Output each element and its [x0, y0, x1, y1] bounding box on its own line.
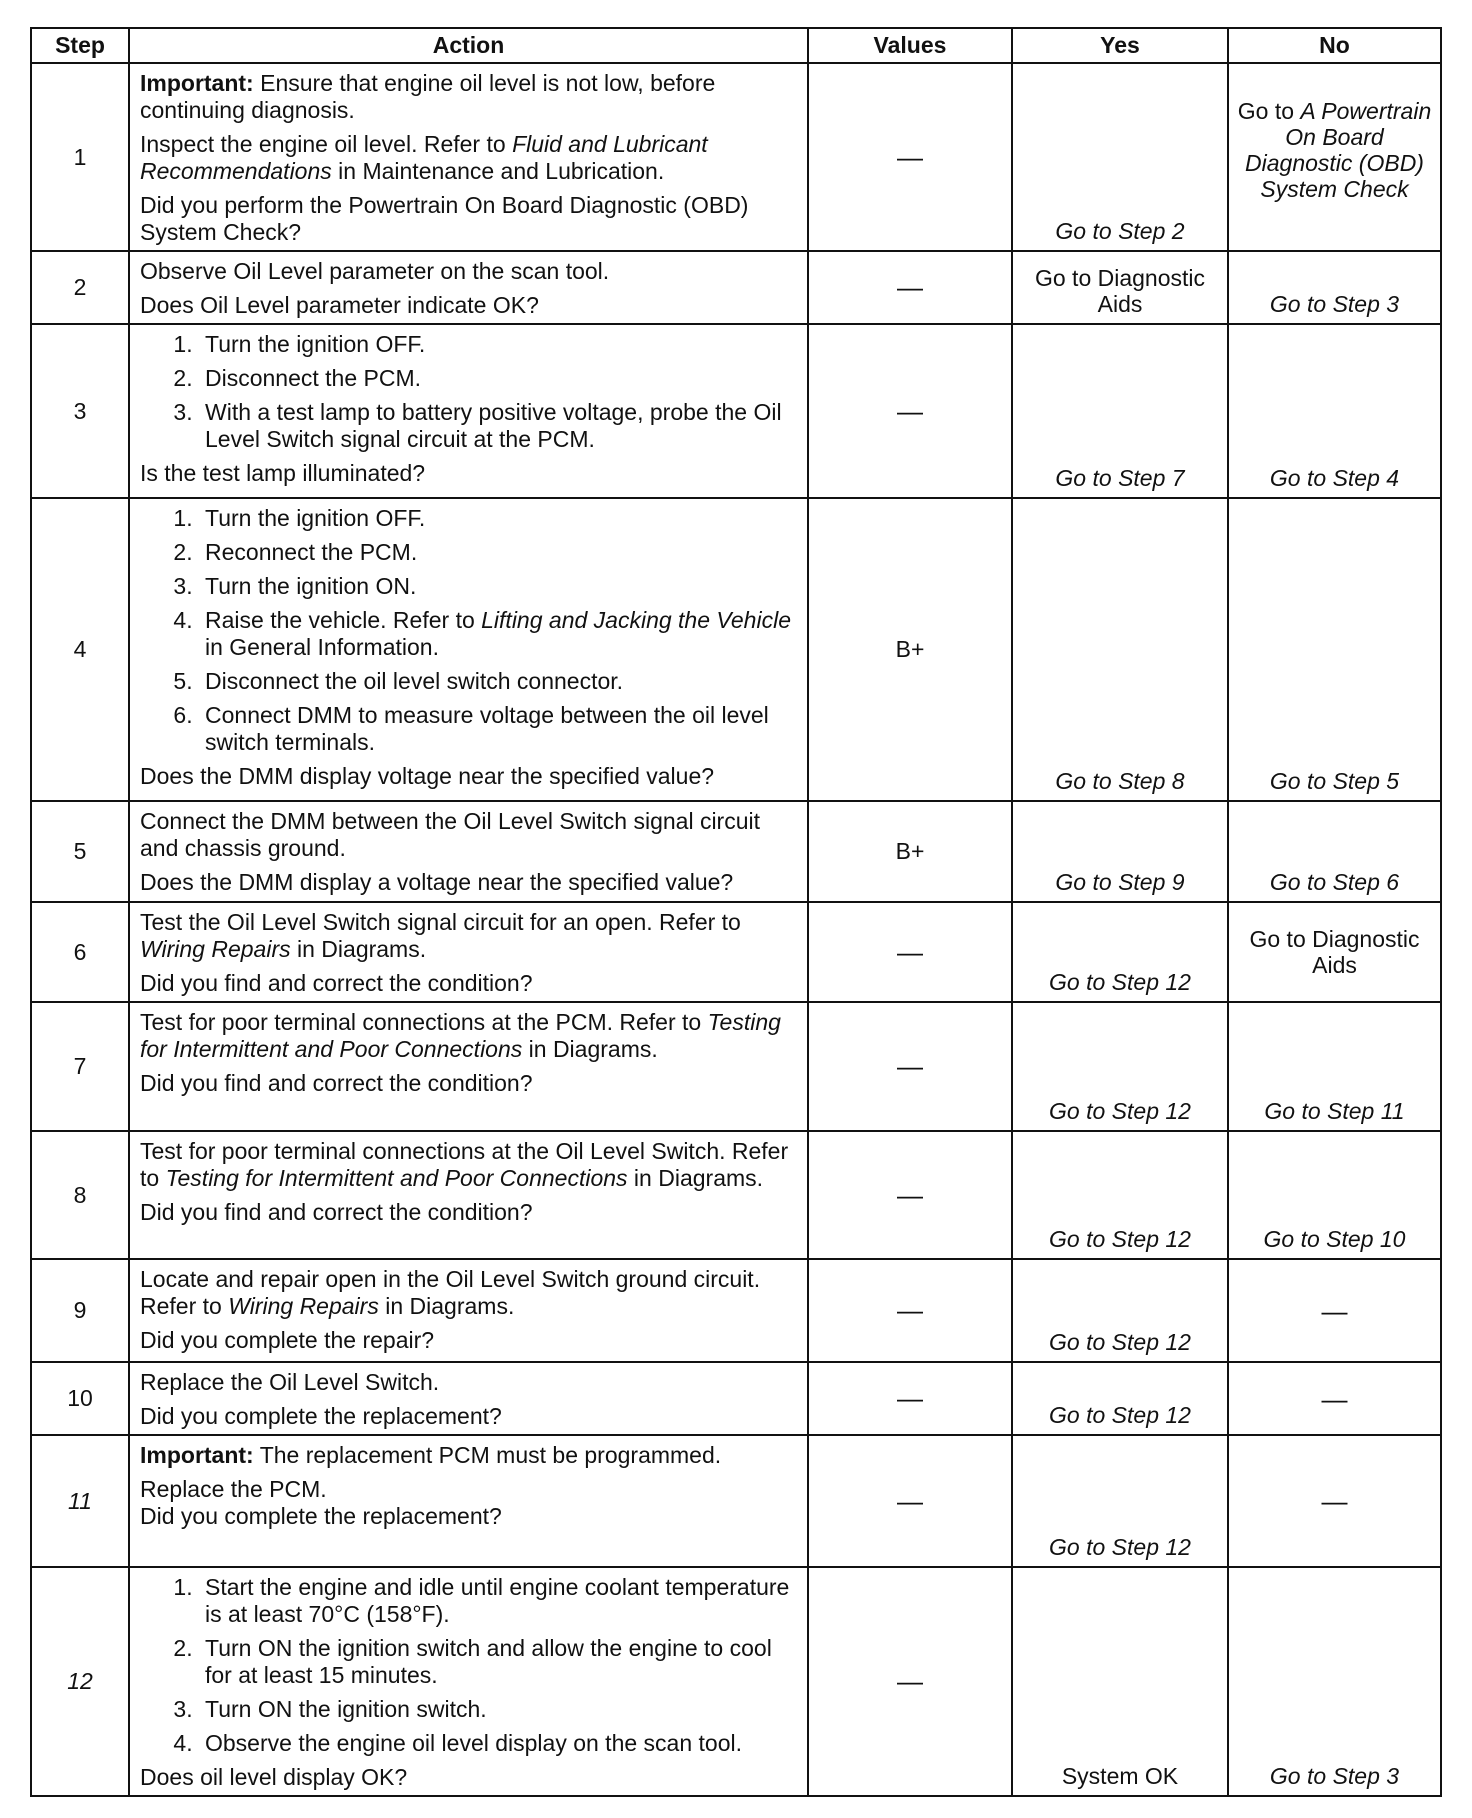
step-number: 10	[31, 1362, 129, 1435]
yes-link[interactable]: Go to Step 7	[1012, 324, 1228, 498]
action-question: Does the DMM display voltage near the specified value?	[140, 763, 715, 789]
step-number: 1	[31, 63, 129, 251]
no-link[interactable]: Go to A Powertrain On Board Diagnostic (OBD) System Check	[1228, 63, 1441, 251]
table-row	[31, 1362, 1441, 1435]
action-question: Did you find and correct the condition?	[140, 970, 533, 996]
action-text: Test for poor terminal connections at the Oil Level Switch. Refer to Testing for Intermittent and Poor Connections in Diagrams.	[140, 1138, 789, 1191]
yes-link[interactable]: Go to Diagnostic Aids	[1012, 251, 1228, 324]
header-no: No	[1228, 28, 1441, 63]
action-cell	[129, 498, 808, 801]
action-cell	[129, 63, 808, 251]
action-text: Inspect the engine oil level. Refer to Fluid and Lubricant Recommendations in Maintenance and Lubrication.	[140, 131, 708, 184]
yes-link[interactable]: Go to Step 8	[1012, 498, 1228, 801]
yes-link[interactable]: Go to Step 12	[1012, 902, 1228, 1002]
no-link[interactable]: Go to Step 3	[1228, 1567, 1441, 1796]
no-cell: —	[1228, 1259, 1441, 1362]
list-item: 4. Observe the engine oil level display on the scan tool.	[199, 1730, 797, 1757]
step-number: 11	[31, 1435, 129, 1567]
step-number: 5	[31, 801, 129, 902]
value-cell: —	[808, 1131, 1012, 1259]
step-number: 7	[31, 1002, 129, 1131]
table-row	[31, 902, 1441, 1002]
action-cell	[129, 1435, 808, 1567]
action-cell	[129, 1259, 808, 1362]
action-text: Observe Oil Level parameter on the scan tool.	[140, 258, 610, 284]
action-cell	[129, 324, 808, 498]
step-number: 4	[31, 498, 129, 801]
action-question: Did you find and correct the condition?	[140, 1070, 533, 1096]
no-link[interactable]: Go to Step 5	[1228, 498, 1441, 801]
action-cell	[129, 1362, 808, 1435]
no-cell: —	[1228, 1435, 1441, 1567]
value-cell: —	[808, 902, 1012, 1002]
action-text: Locate and repair open in the Oil Level Switch ground circuit. Refer to Wiring Repairs in Diagrams.	[140, 1266, 761, 1319]
no-link[interactable]: Go to Step 10	[1228, 1131, 1441, 1259]
step-number: 3	[31, 324, 129, 498]
yes-link[interactable]: Go to Step 12	[1012, 1002, 1228, 1131]
no-link[interactable]: Go to Step 11	[1228, 1002, 1441, 1131]
action-steps	[140, 1574, 797, 1757]
action-question: Did you perform the Powertrain On Board Diagnostic (OBD) System Check?	[140, 192, 749, 245]
step-number: 6	[31, 902, 129, 1002]
header-values: Values	[808, 28, 1012, 63]
action-text: Test the Oil Level Switch signal circuit for an open. Refer to Wiring Repairs in Diagrams.	[140, 909, 741, 962]
list-item: 2. Reconnect the PCM.	[199, 539, 797, 566]
value-cell: B+	[808, 498, 1012, 801]
action-text: Replace the Oil Level Switch.	[140, 1369, 440, 1395]
list-item: 5. Disconnect the oil level switch connector.	[199, 668, 797, 695]
action-steps	[140, 331, 797, 453]
action-question: Did you complete the replacement?	[140, 1503, 502, 1529]
list-item: 2. Disconnect the PCM.	[199, 365, 797, 392]
yes-link[interactable]: System OK	[1012, 1567, 1228, 1796]
action-cell	[129, 902, 808, 1002]
no-link[interactable]: Go to Step 4	[1228, 324, 1441, 498]
yes-link[interactable]: Go to Step 12	[1012, 1362, 1228, 1435]
value-cell: —	[808, 1259, 1012, 1362]
table-row	[31, 63, 1441, 251]
list-item: 4. Raise the vehicle. Refer to Lifting and Jacking the Vehicle in General Information.	[199, 607, 797, 661]
header-row	[31, 28, 1441, 63]
table-row	[31, 498, 1441, 801]
value-cell: —	[808, 1435, 1012, 1567]
yes-link[interactable]: Go to Step 9	[1012, 801, 1228, 902]
list-item: 6. Connect DMM to measure voltage between the oil level switch terminals.	[199, 702, 797, 756]
important-note: Important: Ensure that engine oil level is not low, before continuing diagnosis.	[140, 70, 716, 123]
action-question: Did you find and correct the condition?	[140, 1199, 533, 1225]
step-number: 8	[31, 1131, 129, 1259]
list-item: 2. Turn ON the ignition switch and allow the engine to cool for at least 15 minutes.	[199, 1635, 797, 1689]
table-row	[31, 1567, 1441, 1796]
no-link[interactable]: Go to Step 3	[1228, 251, 1441, 324]
action-question: Is the test lamp illuminated?	[140, 460, 426, 486]
action-text: Test for poor terminal connections at the PCM. Refer to Testing for Intermittent and Poor Connections in Diagrams.	[140, 1009, 781, 1062]
table-row	[31, 1002, 1441, 1131]
value-cell: —	[808, 1567, 1012, 1796]
list-item: 1. Turn the ignition OFF.	[199, 505, 797, 532]
action-cell	[129, 1002, 808, 1131]
action-question: Did you complete the repair?	[140, 1327, 435, 1353]
no-cell: —	[1228, 1362, 1441, 1435]
list-item: 1. Start the engine and idle until engine coolant temperature is at least 70°C (158°F).	[199, 1574, 797, 1628]
value-cell: —	[808, 324, 1012, 498]
table-row	[31, 324, 1441, 498]
diagnostic-table	[30, 27, 1442, 1797]
yes-link[interactable]: Go to Step 12	[1012, 1259, 1228, 1362]
action-question: Does Oil Level parameter indicate OK?	[140, 292, 539, 318]
list-item: 3. Turn ON the ignition switch.	[199, 1696, 797, 1723]
header-step: Step	[31, 28, 129, 63]
no-link[interactable]: Go to Diagnostic Aids	[1228, 902, 1441, 1002]
table-row	[31, 251, 1441, 324]
table-row	[31, 801, 1441, 902]
action-cell	[129, 1131, 808, 1259]
list-item: 3. With a test lamp to battery positive voltage, probe the Oil Level Switch signal circuit at the PCM.	[199, 399, 797, 453]
value-cell: —	[808, 63, 1012, 251]
list-item: 1. Turn the ignition OFF.	[199, 331, 797, 358]
important-note: Important: The replacement PCM must be programmed.	[140, 1442, 722, 1468]
action-cell	[129, 1567, 808, 1796]
value-cell: B+	[808, 801, 1012, 902]
value-cell: —	[808, 1002, 1012, 1131]
action-text: Connect the DMM between the Oil Level Switch signal circuit and chassis ground.	[140, 808, 761, 861]
action-cell	[129, 801, 808, 902]
table-row	[31, 1259, 1441, 1362]
action-question: Does oil level display OK?	[140, 1764, 408, 1790]
value-cell: —	[808, 1362, 1012, 1435]
header-action: Action	[129, 28, 808, 63]
no-link[interactable]: Go to Step 6	[1228, 801, 1441, 902]
table-row	[31, 1435, 1441, 1567]
action-question: Did you complete the replacement?	[140, 1403, 502, 1429]
yes-link[interactable]: Go to Step 2	[1012, 63, 1228, 251]
yes-link[interactable]: Go to Step 12	[1012, 1131, 1228, 1259]
table-row	[31, 1131, 1441, 1259]
header-yes: Yes	[1012, 28, 1228, 63]
value-cell: —	[808, 251, 1012, 324]
step-number: 12	[31, 1567, 129, 1796]
action-cell	[129, 251, 808, 324]
action-steps	[140, 505, 797, 756]
step-number: 2	[31, 251, 129, 324]
yes-link[interactable]: Go to Step 12	[1012, 1435, 1228, 1567]
action-text: Replace the PCM.	[140, 1476, 327, 1502]
list-item: 3. Turn the ignition ON.	[199, 573, 797, 600]
action-question: Does the DMM display a voltage near the specified value?	[140, 869, 734, 895]
step-number: 9	[31, 1259, 129, 1362]
